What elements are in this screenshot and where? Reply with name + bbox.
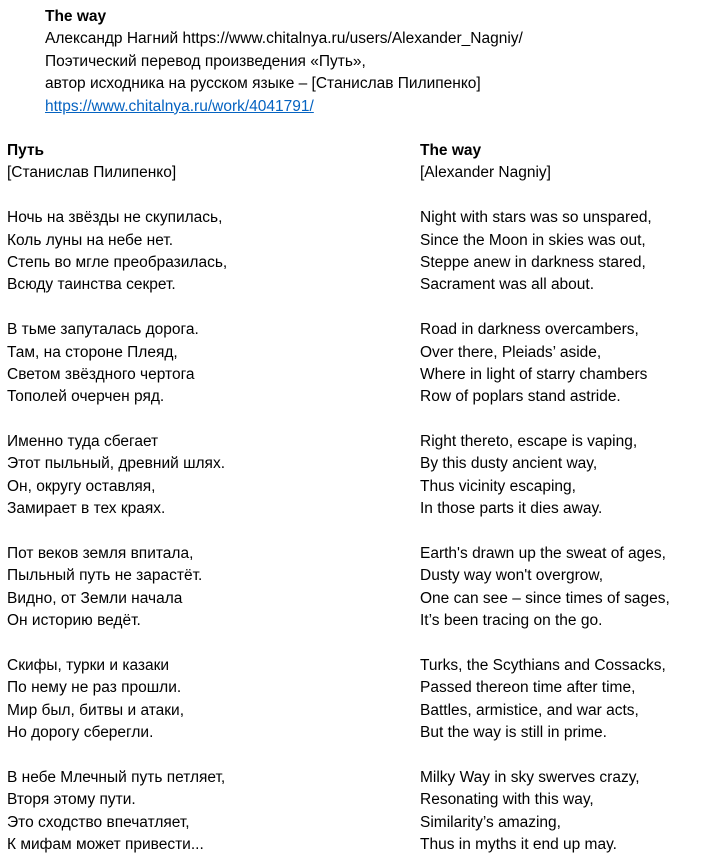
document-title: The way: [45, 8, 107, 25]
poem-line: Он, округу оставляя,: [7, 477, 156, 495]
poem-line: Он историю ведёт.: [7, 612, 141, 630]
poem-line: Видно, от Земли начала: [7, 589, 183, 607]
poem-line: Dusty way won't overgrow,: [420, 567, 604, 585]
poem-line: В тьме запуталась дорога.: [7, 321, 199, 339]
poem-line: But the way is still in prime.: [420, 724, 607, 742]
poem-line: Светом звёздного чертога: [7, 365, 195, 383]
english-stanza: [420, 655, 670, 745]
original-work-link[interactable]: https://www.chitalnya.ru/work/4041791/: [45, 97, 314, 115]
russian-poem-title: Путь: [7, 142, 45, 159]
poem-line: Thus in myths it end up may.: [420, 836, 617, 854]
poem-line: Row of poplars stand astride.: [420, 388, 621, 406]
poem-line: Over there, Pleiads’ aside,: [420, 343, 602, 361]
poem-line: Именно туда сбегает: [7, 433, 159, 451]
poem-line: К мифам может привести...: [7, 836, 204, 854]
russian-poem-author: [Станислав Пилипенко]: [7, 164, 177, 182]
poem-line: One can see – since times of sages,: [420, 589, 670, 607]
poem-line: Там, на стороне Плеяд,: [7, 343, 178, 361]
poem-line: Since the Moon in skies was out,: [420, 231, 646, 249]
poem-line: Milky Way in sky swerves crazy,: [420, 768, 640, 786]
poem-line: Скифы, турки и казаки: [7, 656, 170, 674]
poem-line: Thus vicinity escaping,: [420, 477, 576, 495]
poem-line: Earth's drawn up the sweat of ages,: [420, 545, 666, 563]
poem-line: Этот пыльный, древний шлях.: [7, 455, 226, 473]
russian-stanza: [7, 767, 227, 857]
russian-poem-column: [7, 140, 227, 857]
poem-line: Пот веков земля впитала,: [7, 545, 194, 563]
poem-line: Но дорогу сберегли.: [7, 724, 154, 742]
english-stanza: [420, 767, 670, 857]
poem-line: Ночь на звёзды не скупилась,: [7, 209, 223, 227]
poem-line: In those parts it dies away.: [420, 500, 603, 518]
english-poem-title: The way: [420, 142, 482, 159]
author-line: Александр Нагний https://www.chitalnya.ru/users/Alexander_Nagniy/: [45, 30, 523, 48]
russian-stanza: [7, 543, 227, 633]
poem-line: It’s been tracing on the go.: [420, 612, 603, 630]
poem-line: Мир был, битвы и атаки,: [7, 701, 185, 719]
russian-stanza: [7, 319, 227, 409]
english-stanza: [420, 543, 670, 633]
poem-line: Passed thereon time after time,: [420, 679, 636, 697]
poem-line: Степь во мгле преобразилась,: [7, 253, 228, 271]
poem-line: Road in darkness overcambers,: [420, 321, 639, 339]
poem-line: By this dusty ancient way,: [420, 455, 598, 473]
poem-line: По нему не раз прошли.: [7, 679, 182, 697]
original-author-note: автор исходника на русском языке – [Станислав Пилипенко]: [45, 75, 481, 93]
russian-stanza: [7, 431, 227, 521]
poem-line: Это сходство впечатляет,: [7, 813, 190, 831]
poem-line: Right thereto, escape is vaping,: [420, 433, 638, 451]
poem-line: Where in light of starry chambers: [420, 365, 648, 383]
poem-line: Пыльный путь не зарастёт.: [7, 567, 203, 585]
poem-line: Замирает в тех краях.: [7, 500, 166, 518]
poem-line: Similarity’s amazing,: [420, 813, 561, 831]
poem-line: Resonating with this way,: [420, 791, 594, 809]
russian-stanza: [7, 207, 227, 297]
translation-note: Поэтический перевод произведения «Путь»,: [45, 52, 366, 70]
poem-line: Steppe anew in darkness stared,: [420, 253, 646, 271]
english-stanza: [420, 319, 670, 409]
english-poem-column: [420, 140, 670, 857]
poem-line: Turks, the Scythians and Cossacks,: [420, 656, 666, 674]
english-stanza: [420, 431, 670, 521]
poem-line: Всюду таинства секрет.: [7, 276, 176, 294]
poem-line: Вторя этому пути.: [7, 791, 136, 809]
poem-line: Тополей очерчен ряд.: [7, 388, 165, 406]
document-header: [45, 6, 523, 118]
poem-line: Sacrament was all about.: [420, 276, 595, 294]
english-stanza: [420, 207, 670, 297]
english-poem-author: [Alexander Nagniy]: [420, 164, 551, 182]
poem-line: Night with stars was so unspared,: [420, 209, 652, 227]
poem-line: В небе Млечный путь петляет,: [7, 768, 226, 786]
poem-line: Коль луны на небе нет.: [7, 231, 174, 249]
poem-line: Battles, armistice, and war acts,: [420, 701, 639, 719]
russian-stanza: [7, 655, 227, 745]
